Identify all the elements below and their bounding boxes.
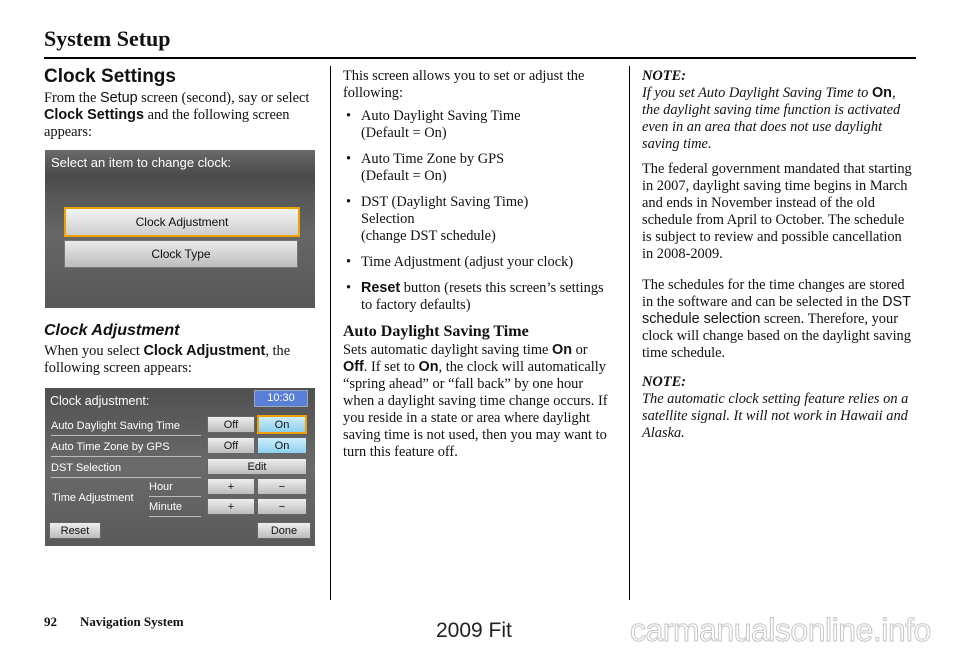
- clock-adjustment-intro: When you select Clock Adjustment, the following screen appears:: [44, 343, 291, 376]
- column-middle: [343, 68, 615, 469]
- column-divider-1: [330, 66, 331, 600]
- clock-time-display: 10:30: [254, 390, 308, 407]
- note-heading: NOTE:: [642, 374, 686, 390]
- auto-dst-label: Auto Daylight Saving Time: [51, 418, 201, 436]
- auto-dst-heading: Auto Daylight Saving Time: [343, 323, 529, 340]
- auto-dst-on-button[interactable]: On: [257, 415, 307, 434]
- settings-list: [343, 108, 615, 314]
- auto-tz-label: Auto Time Zone by GPS: [51, 439, 201, 457]
- note-heading: NOTE:: [642, 68, 686, 84]
- minute-plus-button[interactable]: +: [207, 498, 255, 515]
- auto-dst-off-button[interactable]: Off: [207, 416, 255, 433]
- auto-tz-on-button[interactable]: On: [257, 437, 307, 454]
- time-adjustment-label: Time Adjustment: [52, 492, 134, 504]
- dst-selection-label: DST Selection: [51, 460, 201, 478]
- clock-settings-intro: From the Setup screen (second), say or select Clock Settings and the following screen appears:: [44, 90, 310, 140]
- dst-edit-button[interactable]: Edit: [207, 458, 307, 475]
- header-rule: [44, 57, 916, 59]
- model-watermark: 2009 Fit: [436, 619, 512, 642]
- auto-dst-description: Sets automatic daylight saving time On or Off. If set to On, the clock will automatically “spring ahead” or “fall back” by one hour when a daylight saving time change occurs. If you reside in a state or area where daylight saving time is not used, then you may want to turn this feature off.: [343, 342, 608, 460]
- clock-type-button[interactable]: Clock Type: [64, 240, 298, 268]
- reset-button[interactable]: Reset: [49, 522, 101, 539]
- list-item: • Time Adjustment (adjust your clock): [346, 254, 574, 270]
- screen-title: Select an item to change clock:: [45, 150, 315, 176]
- done-button[interactable]: Done: [257, 522, 311, 539]
- screen-intro: This screen allows you to set or adjust the following:: [343, 68, 585, 101]
- dst-mandate-paragraph: The federal government mandated that starting in 2007, daylight saving time begins in March and ends in November instead of the old schedule from April to October. The schedule is subject to review and possible cancellation in 2008-2009.: [642, 161, 912, 262]
- column-divider-2: [629, 66, 630, 600]
- clock-select-screen: [45, 150, 315, 308]
- note-text: The automatic clock setting feature relies on a satellite signal. It will not work in Hawaii and Alaska.: [642, 391, 909, 441]
- clock-adjustment-screen: [45, 388, 315, 546]
- clock-settings-heading: Clock Settings: [44, 66, 176, 87]
- minute-label: Minute: [149, 499, 201, 517]
- list-item: • Auto Daylight Saving Time (Default = On): [346, 108, 521, 141]
- list-item: • Reset button (resets this screen’s settings to factory defaults): [346, 280, 604, 313]
- auto-tz-off-button[interactable]: Off: [207, 437, 255, 454]
- list-item: • DST (Daylight Saving Time) Selection (change DST schedule): [346, 194, 529, 244]
- footer-title: Navigation System: [80, 614, 184, 629]
- dst-schedule-paragraph: The schedules for the time changes are stored in the software and can be selected in the DST schedule selection screen. Therefore, your clock will change based on the daylight saving time schedule.: [642, 277, 911, 361]
- list-item: • Auto Time Zone by GPS (Default = On): [346, 151, 505, 184]
- column-right: [642, 68, 916, 450]
- note-text: If you set Auto Daylight Saving Time to On, the daylight saving time function is activated even in an area that does not use daylight saving time.: [642, 85, 901, 152]
- hour-minus-button[interactable]: −: [257, 478, 307, 495]
- page-number: 92: [44, 614, 57, 629]
- page-header-title: System Setup: [44, 26, 171, 51]
- clock-adjustment-heading: Clock Adjustment: [44, 322, 180, 339]
- minute-minus-button[interactable]: −: [257, 498, 307, 515]
- hour-plus-button[interactable]: +: [207, 478, 255, 495]
- column-left: [44, 66, 319, 537]
- screen-title: Clock adjustment:: [50, 394, 150, 408]
- hour-label: Hour: [149, 479, 201, 497]
- clock-adjustment-button[interactable]: Clock Adjustment: [64, 207, 300, 237]
- site-watermark: carmanualsonline.info: [630, 612, 931, 648]
